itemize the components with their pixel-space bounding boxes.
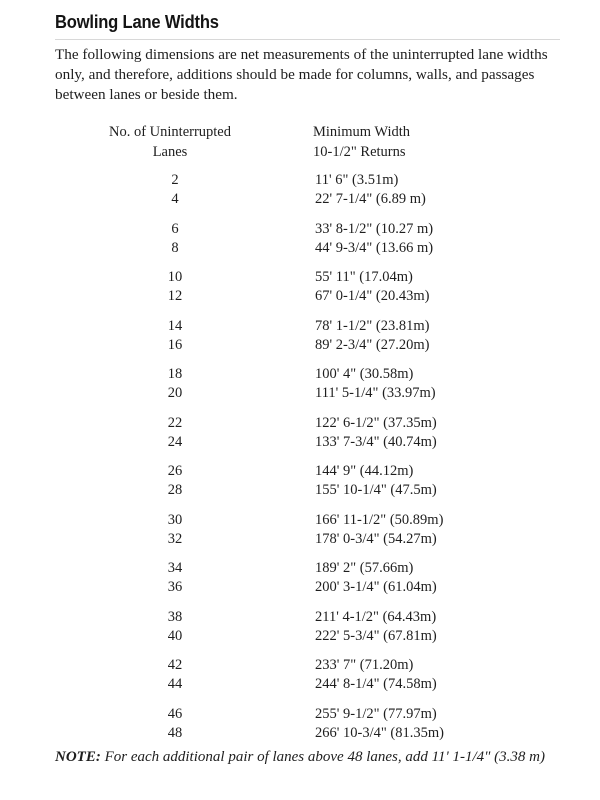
lanes-cell: 16: [167, 336, 183, 353]
width-cell: 44' 9-3/4" (13.66 m): [315, 239, 434, 256]
lanes-column-header: [90, 122, 250, 162]
lanes-cell: 28: [167, 482, 183, 498]
lanes-cell: 44: [167, 676, 183, 692]
width-cell: 178' 0-3/4" (54.27m): [315, 530, 437, 547]
footnote: [55, 747, 565, 767]
lanes-cell: 24: [167, 433, 183, 450]
lanes-cell: 38: [167, 608, 183, 625]
row-group: [0, 558, 600, 607]
width-cell: 33' 8-1/2" (10.27 m): [315, 220, 434, 237]
lanes-cell: 48: [167, 724, 183, 741]
lanes-cell: 26: [167, 463, 183, 479]
row-group: [0, 655, 600, 704]
page-title: Bowling Lane Widths: [55, 12, 219, 32]
width-cell: 111' 5-1/4" (33.97m): [315, 385, 436, 401]
row-group: [0, 461, 600, 510]
width-cell: 155' 10-1/4" (47.5m): [315, 482, 437, 498]
lanes-cell: 2: [171, 172, 179, 188]
lanes-cell: 20: [167, 385, 183, 401]
title-divider: [55, 39, 560, 40]
lanes-cell: 8: [171, 239, 179, 256]
row-group: [0, 607, 600, 656]
row-group: [0, 219, 600, 268]
row-group: [0, 364, 600, 413]
lane-width-table: [0, 170, 600, 752]
row-group: [0, 413, 600, 462]
width-cell: 200' 3-1/4" (61.04m): [315, 579, 437, 595]
lanes-cell: 40: [167, 627, 183, 644]
lanes-cell: 42: [167, 657, 183, 673]
lanes-cell: 32: [167, 530, 183, 547]
width-cell: 222' 5-3/4" (67.81m): [315, 627, 437, 644]
row-group: [0, 267, 600, 316]
width-cell: 122' 6-1/2" (37.35m): [315, 414, 437, 431]
width-cell: 78' 1-1/2" (23.81m): [315, 317, 430, 334]
row-group: [0, 170, 600, 219]
width-cell: 211' 4-1/2" (64.43m): [315, 608, 437, 625]
width-header-line1: Minimum Width: [313, 124, 411, 140]
lanes-cell: 36: [167, 579, 183, 595]
lanes-cell: 14: [167, 317, 183, 334]
lanes-cell: 6: [171, 220, 179, 237]
lanes-cell: 22: [167, 414, 183, 431]
row-group: [0, 316, 600, 365]
intro-paragraph: The following dimensions are net measurements of the uninterrupted lane widths only, and therefore, additions should be made for columns, walls, and passages between lanes or beside them.: [55, 46, 548, 103]
width-cell: 266' 10-3/4" (81.35m): [315, 724, 444, 741]
width-cell: 67' 0-1/4" (20.43m): [315, 288, 430, 304]
lanes-cell: 12: [167, 288, 183, 304]
width-cell: 144' 9" (44.12m): [315, 463, 414, 479]
width-cell: 133' 7-3/4" (40.74m): [315, 433, 437, 450]
note-text: For each additional pair of lanes above 48 lanes, add 11' 1-1/4" (3.38 m): [100, 749, 546, 765]
row-group: [0, 704, 600, 753]
width-cell: 244' 8-1/4" (74.58m): [315, 676, 437, 692]
lanes-cell: 46: [167, 705, 183, 722]
lanes-cell: 4: [171, 191, 179, 207]
width-cell: 255' 9-1/2" (77.97m): [315, 705, 437, 722]
width-cell: 22' 7-1/4" (6.89 m): [315, 191, 426, 207]
lanes-cell: 30: [167, 511, 183, 528]
width-cell: 189' 2" (57.66m): [315, 560, 414, 576]
note-label: NOTE:: [55, 749, 101, 765]
lanes-cell: 34: [167, 560, 183, 576]
width-cell: 166' 11-1/2" (50.89m): [315, 511, 444, 528]
lanes-cell: 10: [167, 269, 183, 285]
width-header-line2: 10-1/2" Returns: [313, 144, 406, 160]
width-cell: 100' 4" (30.58m): [315, 366, 414, 382]
width-cell: 55' 11" (17.04m): [315, 269, 413, 285]
width-cell: 233' 7" (71.20m): [315, 657, 414, 673]
row-group: [0, 510, 600, 559]
lanes-header-line1: No. of Uninterrupted: [108, 124, 231, 140]
width-column-header: [313, 122, 493, 162]
lanes-header-line2: Lanes: [152, 144, 188, 160]
width-cell: 89' 2-3/4" (27.20m): [315, 336, 430, 353]
width-cell: 11' 6" (3.51m): [315, 172, 399, 188]
lanes-cell: 18: [167, 366, 183, 382]
